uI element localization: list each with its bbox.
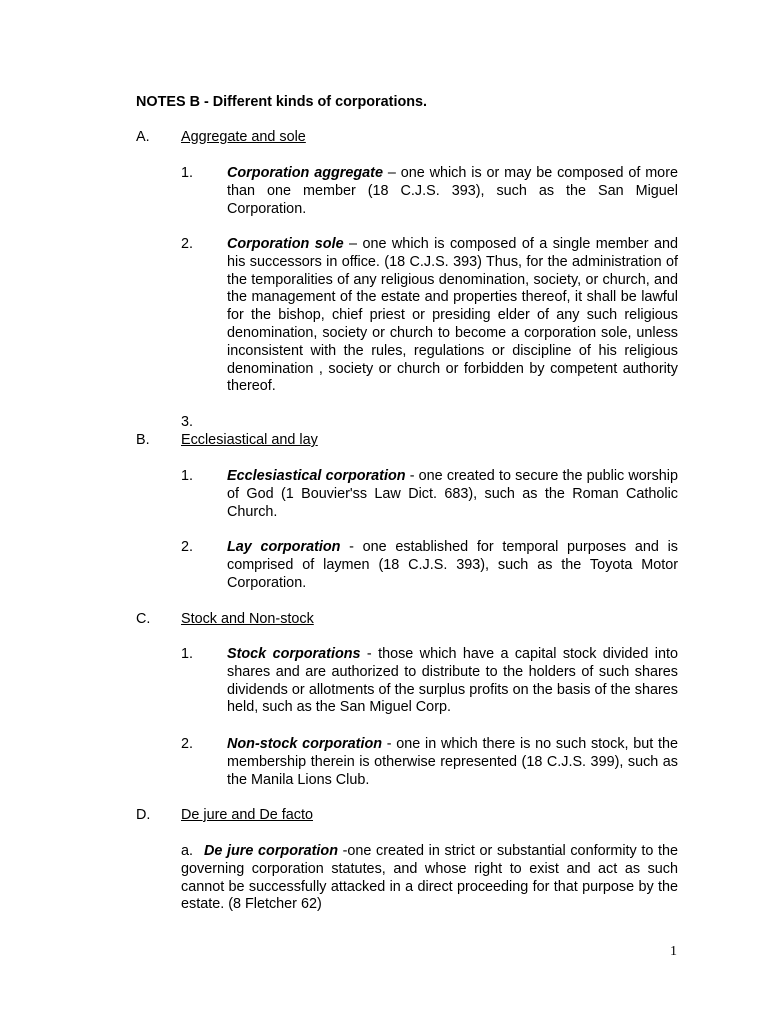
item-text xyxy=(227,165,678,218)
item-description: - one created to secure the public worship of God (1 Bouvier'ss Law Dict. 683), such as the Roman Catholic Church. xyxy=(227,468,678,520)
item-term: Lay corporation xyxy=(227,539,341,555)
item-term: De jure corporation xyxy=(204,843,338,859)
item-term: Corporation sole xyxy=(227,236,344,252)
section-letter: C. xyxy=(136,611,151,627)
item-number: 2. xyxy=(181,236,194,252)
item-number: 3. xyxy=(181,414,194,430)
section-heading: Stock and Non-stock xyxy=(181,611,314,627)
section-letter: A. xyxy=(136,129,150,145)
page-number: 1 xyxy=(670,944,677,959)
item-description: - one in which there is no such stock, but the membership therein is otherwise represented (18 C.J.S. 399), such as the Manila Lions Club. xyxy=(227,736,679,788)
item-number: 2. xyxy=(181,539,194,555)
item-text xyxy=(181,843,678,914)
section-heading: Ecclesiastical and lay xyxy=(181,432,318,448)
item-text xyxy=(227,736,678,789)
item-term: Stock corporations xyxy=(227,646,361,662)
item-description: - one established for temporal purposes and is comprised of laymen (18 C.J.S. 393), such as the Toyota Motor Corporation. xyxy=(227,539,678,591)
item-description: - those which have a capital stock divided into shares and are authorized to distribute to the holders of such shares dividends or allotments of the surplus profits on the basis of the shares held, such as the San Miguel Corp. xyxy=(227,646,678,716)
item-term: Ecclesiastical corporation xyxy=(227,468,406,484)
item-text xyxy=(227,539,678,592)
section-heading: Aggregate and sole xyxy=(181,129,306,145)
item-number: 1. xyxy=(181,165,194,181)
item-number: 2. xyxy=(181,736,194,752)
item-number: 1. xyxy=(181,646,194,662)
item-term: Non-stock corporation xyxy=(227,736,383,752)
section-letter: D. xyxy=(136,807,151,823)
section-letter: B. xyxy=(136,432,150,448)
document-title: NOTES B - Different kinds of corporations. xyxy=(136,94,428,110)
item-text xyxy=(227,646,678,717)
item-description: – one which is composed of a single member and his successors in office. (18 C.J.S. 393) Thus, for the administration of the temporalities of any religious denomination, society, or church, and the management of the estate and properties thereof, it shall be lawful for the bishop, chief priest or presiding elder of any such religious denomination, society or church to become a corporation sole, unless inconsistent with the rules, regulations or discipline of his religious denomination , society or church or forbidden by competent authority thereof. xyxy=(227,236,678,395)
item-text xyxy=(227,468,678,521)
item-text xyxy=(227,236,678,396)
item-number: a. xyxy=(181,843,194,859)
item-description: -one created in strict or substantial conformity to the governing corporation statutes, and whose right to exist and act as such cannot be successfully attacked in a direct proceeding for that purpose by the estate. (8 Fletcher 62) xyxy=(181,843,678,913)
section-heading: De jure and De facto xyxy=(181,807,313,823)
item-term: Corporation aggregate xyxy=(227,165,383,181)
item-description: – one which is or may be composed of more than one member (18 C.J.S. 393), such as the San Miguel Corporation. xyxy=(227,165,678,217)
item-number: 1. xyxy=(181,468,194,484)
